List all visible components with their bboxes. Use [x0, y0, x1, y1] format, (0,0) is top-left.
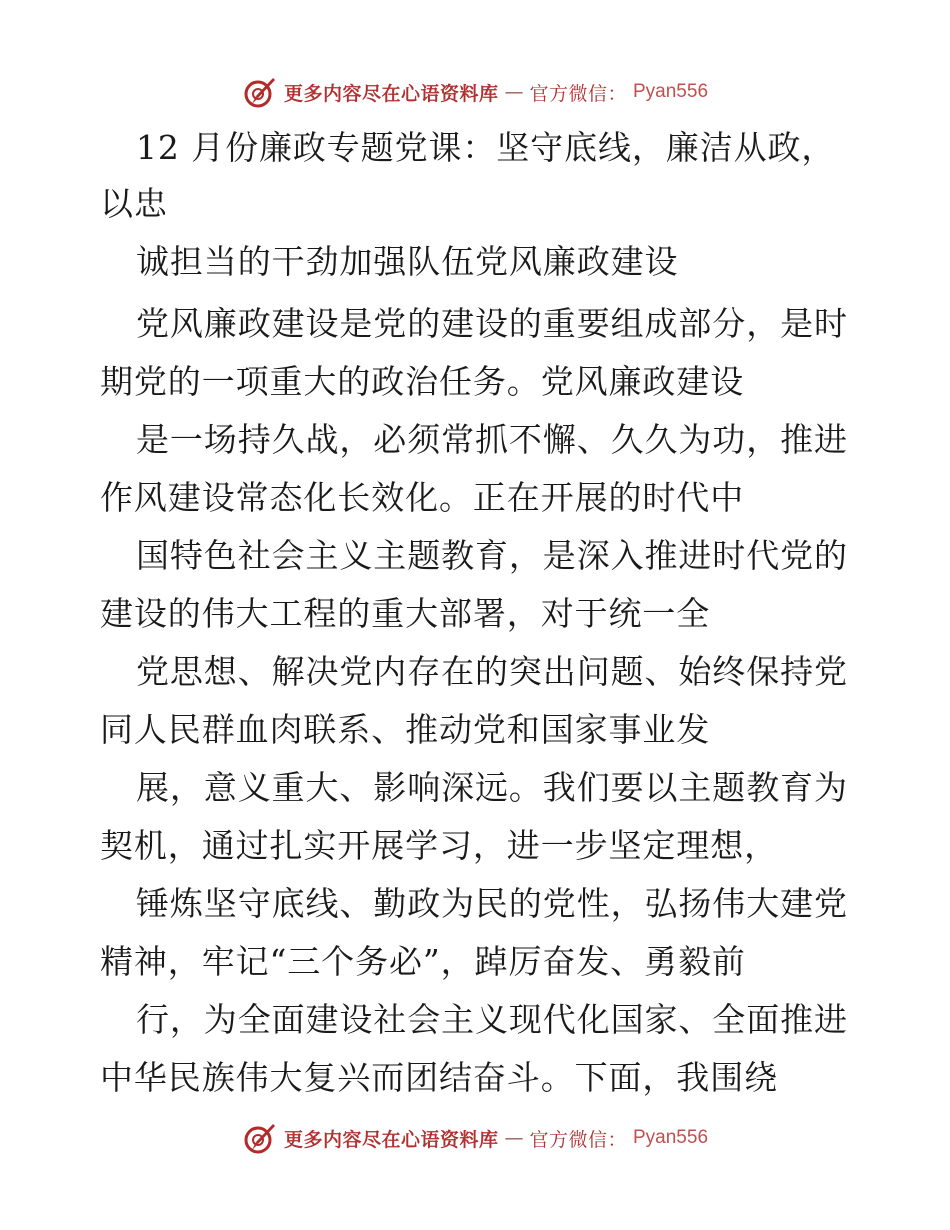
watermark-wechat-label: 官方微信：: [529, 1128, 627, 1151]
quill-pen-circle-icon: [242, 74, 278, 110]
text-line: 期党的一项重大的政治任务。党风廉政建设: [100, 362, 745, 401]
text-line: 是一场持久战，必须常抓不懈、久久为功，推进: [136, 420, 848, 459]
header-watermark: [0, 72, 950, 112]
text-line: 诚担当的干劲加强队伍党风廉政建设: [136, 242, 679, 281]
watermark-wechat-label: 官方微信：: [529, 82, 627, 105]
footer-watermark: [0, 1118, 950, 1158]
watermark-site-text: 更多内容尽在心语资料库: [283, 1128, 499, 1151]
watermark-separator: —: [504, 81, 524, 103]
text-line: 精神，牢记“三个务必”，踔厉奋发、勇毅前: [100, 942, 746, 981]
text-line: 行，为全面建设社会主义现代化国家、全面推进: [136, 1000, 848, 1039]
watermark-wechat-id: Pyan556: [633, 81, 709, 102]
text-line: 以忠: [100, 184, 168, 223]
text-line: 同人民群血肉联系、推动党和国家事业发: [100, 710, 711, 749]
watermark-separator: —: [504, 1127, 524, 1149]
text-line: 党思想、解决党内存在的突出问题、始终保持党: [136, 652, 848, 691]
text-line: 党风廉政建设是党的建设的重要组成部分，是时: [136, 304, 848, 343]
text-line: 作风建设常态化长效化。正在开展的时代中: [100, 478, 745, 517]
text-line: 12 月份廉政专题党课：坚守底线，廉洁从政，: [136, 128, 836, 167]
text-line: 国特色社会主义主题教育，是深入推进时代党的: [136, 536, 848, 575]
text-line: 建设的伟大工程的重大部署，对于统一全: [100, 594, 711, 633]
text-line: 锤炼坚守底线、勤政为民的党性，弘扬伟大建党: [136, 884, 848, 923]
watermark-site-text: 更多内容尽在心语资料库: [283, 82, 499, 105]
watermark-wechat-id: Pyan556: [633, 1127, 709, 1148]
text-line: 展，意义重大、影响深远。我们要以主题教育为: [136, 768, 848, 807]
quill-pen-circle-icon: [242, 1120, 278, 1156]
text-line: 中华民族伟大复兴而团结奋斗。下面，我围绕: [100, 1058, 778, 1097]
text-line: 契机，通过扎实开展学习，进一步坚定理想，: [100, 826, 778, 865]
